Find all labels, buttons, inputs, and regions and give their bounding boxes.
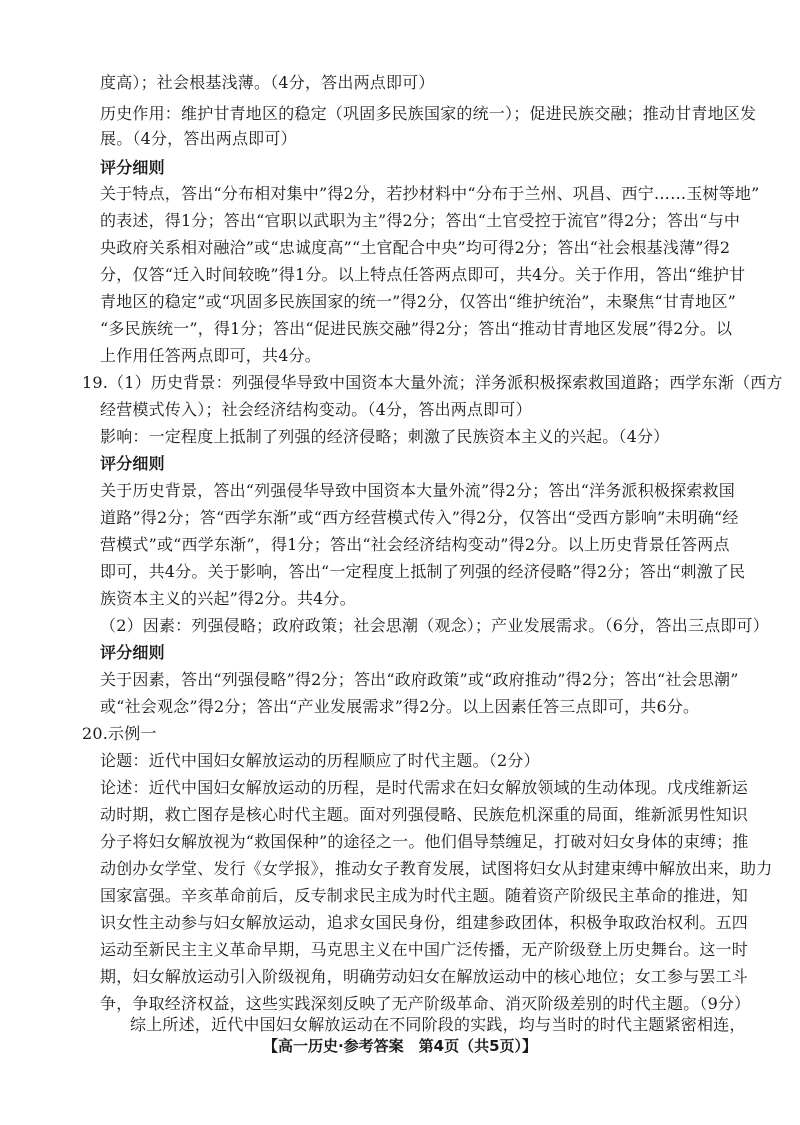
section-heading: 评分细则 xyxy=(100,158,165,177)
text-line: 或“社会观念”得2分；答出“产业发展需求”得2分。以上因素任答三点即可，共6分。 xyxy=(100,697,700,716)
text-line: 央政府关系相对融洽”或“忠诚度高”“土官配合中央”均可得2分；答出“社会根基浅薄”得2 xyxy=(100,238,731,257)
text-line: 即可，共4分。关于影响，答出“一定程度上抵制了列强的经济侵略”得2分；答出“刺激了民 xyxy=(100,562,746,581)
text-line: 道路”得2分；答“西学东渐”或“西方经营模式传入”得2分，仅答出“受西方影响”未明确“经 xyxy=(100,508,739,527)
text-line: 期，妇女解放运动引入阶级视角，明确劳动妇女在解放运动中的核心地位；女工参与罢工斗 xyxy=(100,967,749,986)
text-line: 展。（4分，答出两点即可） xyxy=(100,129,297,148)
text-line: 综上所述，近代中国妇女解放运动在不同阶段的实践，均与当时的时代主题紧密相连， xyxy=(130,1015,746,1034)
text-line: 论述：近代中国妇女解放运动的历程，是时代需求在妇女解放领域的生动体现。戊戌维新运 xyxy=(100,778,749,797)
page-footer: 【高一历史·参考答案 第4页（共5页）】 xyxy=(262,1037,538,1055)
text-line: 争，争取经济权益，这些实践深刻反映了无产阶级革命、消灭阶级差别的时代主题。（9分） xyxy=(100,994,751,1013)
text-line: 关于因素，答出“列强侵略”得2分；答出“政府政策”或“政府推动”得2分；答出“社会思潮” xyxy=(100,670,739,689)
text-line: 动创办女学堂、发行《女学报》，推动女子教育发展，试图将妇女从封建束缚中解放出来，助力 xyxy=(100,859,773,878)
question-19: 19.（1）历史背景：列强侵华导致中国资本大量外流；洋务派积极探索救国道路；西学东渐（西方 xyxy=(82,373,783,392)
text-line: 分子将妇女解放视为“救国保种”的途径之一。他们倡导禁缠足，打破对妇女身体的束缚；推 xyxy=(100,832,749,851)
section-heading: 评分细则 xyxy=(100,454,165,473)
text-line: 识女性主动参与妇女解放运动，追求女国民身份，组建参政团体，积极争取政治权利。五四 xyxy=(100,913,749,932)
text-line: 上作用任答两点即可，共4分。 xyxy=(100,346,321,365)
text-line: 论题：近代中国妇女解放运动的历程顺应了时代主题。（2分） xyxy=(100,751,540,770)
text-line: 营模式”或“西学东渐”，得1分；答出“社会经济结构变动”得2分。以上历史背景任答两点 xyxy=(100,535,730,554)
text-line: 动时期，救亡图存是核心时代主题。面对列强侵略、民族危机深重的局面，维新派男性知识 xyxy=(100,805,749,824)
text-line: 影响：一定程度上抵制了列强的经济侵略；刺激了民族资本主义的兴起。（4分） xyxy=(100,427,670,446)
text-line: 历史作用：维护甘青地区的稳定（巩固多民族国家的统一）；促进民族交融；推动甘青地区发 xyxy=(100,104,757,123)
text-line: 关于历史背景，答出“列强侵华导致中国资本大量外流”得2分；答出“洋务派积极探索救国 xyxy=(100,481,735,500)
text-line: 关于特点，答出“分布相对集中”得2分，若抄材料中“分布于兰州、巩昌、西宁……玉树等地” xyxy=(100,184,760,203)
text-line: 族资本主义的兴起”得2分。共4分。 xyxy=(100,589,356,608)
text-line: “多民族统一”，得1分；答出“促进民族交融”得2分；答出“推动甘青地区发展”得2分。以 xyxy=(100,319,733,338)
text-line: 经营模式传入）；社会经济结构变动。（4分，答出两点即可） xyxy=(100,400,532,419)
question-20: 20.示例一 xyxy=(82,724,157,743)
text-line: 运动至新民主主义革命早期，马克思主义在中国广泛传播，无产阶级登上历史舞台。这一时 xyxy=(100,940,749,959)
text-line: 国家富强。辛亥革命前后，反专制求民主成为时代主题。随着资产阶级民主革命的推进，知 xyxy=(100,886,749,905)
text-line: 的表述，得1分；答出“官职以武职为主”得2分；答出“土官受控于流官”得2分；答出“与中 xyxy=(100,211,741,230)
text-line: 青地区的稳定”或“巩固多民族国家的统一”得2分，仅答出“维护统治”，未聚焦“甘青地区” xyxy=(100,292,737,311)
section-heading: 评分细则 xyxy=(100,643,165,662)
text-line: 分，仅答“迁入时间较晚”得1分。以上特点任答两点即可，共4分。关于作用，答出“维护甘 xyxy=(100,265,746,284)
text-line: （2）因素：列强侵略；政府政策；社会思潮（观念）；产业发展需求。（6分，答出三点即可） xyxy=(100,616,769,635)
text-line: 度高）；社会根基浅薄。（4分，答出两点即可） xyxy=(100,73,435,92)
